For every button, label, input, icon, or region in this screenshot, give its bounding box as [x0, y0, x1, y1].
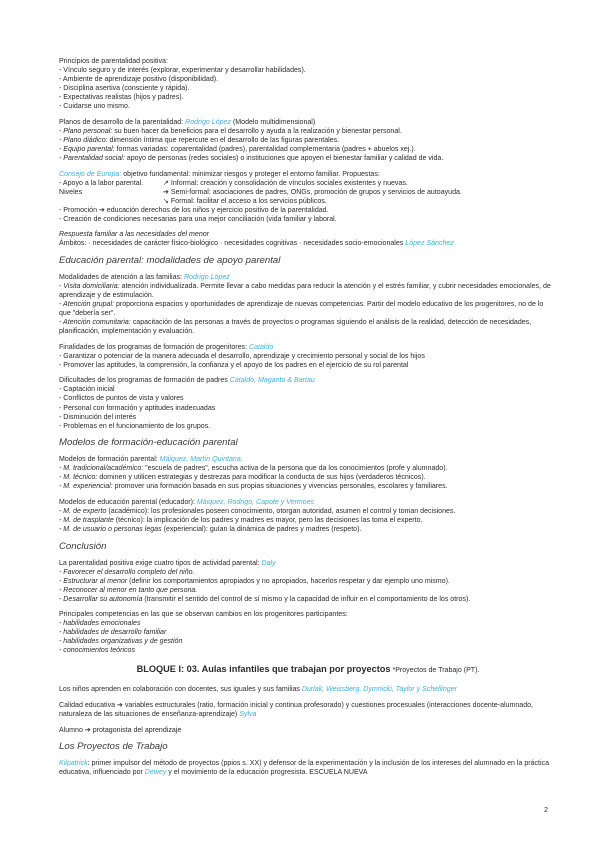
list-item	[59, 145, 557, 154]
competencias-title: Principales competencias en las que se observan cambios en los progenitores participantes:	[59, 611, 348, 619]
respuesta-ambitos	[59, 239, 557, 248]
term: - M. técnico:	[59, 474, 98, 482]
term: - Equipo parental:	[59, 145, 115, 153]
list-item	[59, 136, 557, 145]
educador-section	[59, 498, 557, 534]
list-item: - Ambiente de aprendizaje positivo (disponibilidad).	[59, 76, 219, 84]
nivel-semiformal: ➔ Semi-formal: asociaciones de padres, ONGs, promoción de grupos y servicios de autoayuda.	[163, 188, 462, 196]
competencias-section	[59, 610, 557, 655]
term: - Favorecer el desarrollo completo del niño.	[59, 568, 195, 576]
list-item	[59, 507, 557, 516]
finalidades-title-text: Finalidades de los programas de formación de progenitores:	[59, 343, 249, 351]
formacion-section	[59, 455, 557, 491]
definition: formas variadas: coparentalidad (padres), parentalidad complementaria (padres + abuelos xej.).	[114, 145, 416, 153]
list-item: - Conflictos de puntos de vista y valores	[59, 395, 184, 403]
conclusion-intro-text: La parentalidad positiva exige cuatro tipos de actividad parental:	[59, 559, 262, 567]
term: - M. tradicional/académico:	[59, 465, 144, 473]
finalidades-citation: Cataldo	[248, 343, 274, 351]
list-item: - Expectativas realistas (hijos y padres).	[59, 94, 184, 102]
list-item	[59, 516, 557, 525]
list-item	[59, 568, 557, 577]
section-heading: Conclusión	[59, 540, 107, 552]
kilpatrick-paragraph	[59, 759, 557, 777]
niveles-grid	[59, 179, 557, 206]
definition: promover una formación basada en sus propias situaciones y vivencias personales, escolares y familiares.	[112, 483, 448, 491]
kilpatrick-text-end: y el movimiento de la educación progresista. ESCUELA NUEVA	[166, 769, 368, 777]
term: - M. experiencial:	[59, 483, 113, 491]
kilpatrick-text: : primer impulsor del método de proyectos (ppios s. XX) y defensor de la experimentación y la inclusión de los intereses del alumnado en la práctica educativa, influenciado por	[59, 760, 550, 777]
nivel-formal: ↘ Formal: facilitar el acceso a los servicios públicos.	[163, 197, 327, 205]
list-item: - Cuidarse uno mismo.	[59, 103, 130, 111]
bloque-line-2	[59, 701, 557, 719]
educador-citation: Máiquez, Rodrigo, Capote y Vermoes	[196, 498, 315, 506]
modalidades-title	[59, 273, 557, 282]
modalidades-citation: Rodrigo López	[183, 273, 230, 281]
term: - Desarrollar su autonomía	[59, 595, 143, 603]
definition: "escuela de padres", escucha activa de la persona que da los conocimientos (profe y alumnado).	[143, 465, 448, 473]
term: - M. de trasplante	[59, 516, 114, 524]
bloque-line-2-text: Calidad educativa ➔ variables estructurales (ratio, formación inicial y continua profesorado) y cuestiones procesuales (interacciones docente-alumnado, naturaleza de las situaciones de enseñanza-aprendizaje)	[59, 702, 533, 719]
term: - M. de experto	[59, 507, 107, 515]
section-heading: Educación parental: modalidades de apoyo parental	[59, 254, 281, 266]
definition: dimensión íntima que repercute en el desarrollo de las figuras parentales.	[107, 136, 340, 144]
grid-spacer	[59, 197, 163, 206]
educador-title	[59, 498, 557, 507]
term: - Parentalidad social:	[59, 154, 125, 162]
principios-title: Principios de parentalidad positiva:	[59, 58, 168, 65]
finalidades-section	[59, 343, 557, 370]
formacion-title-text: Modelos de formación parental:	[59, 456, 160, 464]
list-item	[59, 586, 557, 595]
bloque-line-3: Alumno ➔ protagonista del aprendizaje	[59, 726, 182, 734]
definition: (académico): los profesionales poseen conocimiento, otorgan autoridad, asumen el control y toman decisiones.	[106, 507, 456, 515]
list-item: - Vínculo seguro y de interés (explorar, experimentar y desarrollar habilidades).	[59, 67, 306, 75]
section-heading: Los Proyectos de Trabajo	[59, 741, 168, 753]
list-item	[59, 282, 557, 300]
dewey-citation: Dewey	[144, 769, 167, 777]
definition: (transmitir el sentido del control de sí mismo y la capacidad de influir en el comportamiento de los otros).	[142, 595, 471, 603]
list-item	[59, 525, 557, 534]
list-item	[59, 482, 557, 491]
term: - Plano personal:	[59, 127, 113, 135]
list-item	[59, 577, 557, 586]
term: - Visita domiciliaria:	[59, 282, 120, 290]
apoyo-label: - Apoyo a la labor parental.	[59, 179, 144, 187]
kilpatrick-citation: Kilpatrick	[59, 760, 88, 768]
formacion-citation: Máiquez, Martín Quintana.	[159, 456, 243, 464]
modalidades-title-text: Modalidades de atención a las familias:	[59, 273, 184, 281]
europa-intro	[59, 170, 557, 179]
educador-title-text: Modelos de educación parental (educador):	[59, 498, 197, 506]
term: - Estructurar al menor	[59, 577, 128, 585]
list-item: - habilidades emocionales	[59, 620, 141, 628]
dificultades-title-text: Dificultades de los programas de formación de padres	[59, 377, 230, 385]
definition: (experiencial): guían la dinámica de padres y madres (respeto).	[161, 525, 362, 533]
list-item: - Promover las aptitudes, la comprensión, la confianza y el apoyo de los padres en el ejercicio de su rol parental	[59, 361, 409, 369]
dificultades-title	[59, 376, 557, 385]
definition: apoyo de personas (redes sociales) o instituciones que apoyen el bienestar familiar y calidad de vida.	[124, 154, 444, 162]
bloque-line-1-text: Los niños aprenden en colaboración con docentes, sus iguales y sus familias	[59, 686, 302, 694]
finalidades-title	[59, 343, 557, 352]
list-item: - Disciplina asertiva (consciente y rápida).	[59, 85, 190, 93]
europa-intro-text: objetivo fundamental: minimizar riesgos y proteger el entorno familiar. Propuestas:	[121, 170, 380, 178]
term: - M. de usuario o personas legas	[59, 525, 162, 533]
definition: dominen y utilicen estrategias y destrezas para modificar la conducta de sus hijos (verdaderos técnicos).	[97, 474, 426, 482]
list-item	[59, 318, 557, 336]
definition: capacitación de las personas a través de proyectos o programas siguiendo el análisis de la realidad, detección de necesidades, planificación, implementación y evaluación.	[59, 319, 532, 336]
term: - Atención comunitaria:	[59, 319, 131, 327]
dificultades-citation: Cataldo, Maganto & Bartau	[229, 377, 315, 385]
bloque-line-1	[59, 685, 557, 694]
nivel-informal: ↗ Informal: creación y consolidación de vínculos sociales existentes y nuevas.	[163, 179, 408, 187]
europa-citation: Consejo de Europa:	[59, 170, 122, 178]
bloque-title: BLOQUE I: 03. Aulas infantiles que trabajan por proyectos	[136, 664, 391, 675]
modalidades-section	[59, 273, 557, 336]
list-item: - conocimientos teóricos	[59, 647, 135, 655]
term: - Reconocer al menor en tanto que persona.	[59, 586, 198, 594]
list-item: - Disminución del interés	[59, 413, 137, 421]
planos-section	[59, 118, 557, 163]
europa-section	[59, 170, 557, 224]
section-heading: Modelos de formación-educación parental	[59, 437, 238, 449]
definition: atención individualizada. Permite llevar a cabo medidas para reducir la atención y el estrés familiar, y cubrir necesidades emocionales, de aprendizaje y de estimulación.	[59, 282, 551, 299]
bloque-line-1-citation: Durlak, Weissberg, Dymnicki, Taylor y Schellinger	[301, 686, 457, 694]
conclusion-intro	[59, 559, 557, 568]
dificultades-section	[59, 376, 557, 430]
list-item: - Promoción ➔ educación derechos de los niños y ejercicio positivo de la parentalidad.	[59, 206, 329, 214]
list-item	[59, 127, 557, 136]
list-item: - Garantizar o potenciar de la manera adecuada el desarrollo, aprendizaje y crecimiento personal y social de los hijos	[59, 352, 425, 360]
list-item: - habilidades organizativas y de gestión	[59, 638, 183, 646]
term: - Atención grupal:	[59, 301, 114, 309]
bloque-subtitle: *Proyectos de Trabajo (PT).	[390, 667, 480, 675]
list-item	[59, 464, 557, 473]
list-item: - Captación inicial	[59, 386, 115, 394]
formacion-title	[59, 455, 557, 464]
bloque-line-2-citation: Sylva	[239, 711, 257, 719]
list-item	[59, 154, 557, 163]
page-content	[59, 57, 557, 784]
respuesta-section	[59, 230, 557, 248]
list-item: - Personal con formación y aptitudes inadecuadas	[59, 404, 216, 412]
definition: (técnico): la implicación de los padres y madres es mayor, pero las decisiones las toma el experto.	[113, 516, 423, 524]
conclusion-section	[59, 559, 557, 604]
planos-title	[59, 118, 557, 127]
list-item	[59, 300, 557, 318]
niveles-label: Niveles	[59, 188, 83, 196]
conclusion-citation: Daly	[261, 559, 276, 567]
list-item	[59, 473, 557, 482]
term: - Plano diádico:	[59, 136, 108, 144]
list-item: - Problemas en el funcionamiento de los grupos.	[59, 422, 211, 430]
principios-section	[59, 57, 557, 111]
ambitos-text: Ámbitos: · necesidades de carácter físico-biológico · necesidades cognitivas · necesidades socio-emocionales	[59, 240, 404, 248]
definition: (definir los comportamientos apropiados y no apropiados, hacerlos respetar y dar ejemplo uno mismo).	[127, 577, 450, 585]
list-item: - Creación de condiciones necesarias para una mejor conciliación (vida familiar y laboral.	[59, 215, 337, 223]
page-number: 2	[544, 805, 548, 814]
planos-citation: Rodrigo López	[185, 118, 231, 126]
respuesta-citation: López Sánchez	[405, 240, 454, 248]
planos-title-text: Planos de desarrollo de la parentalidad:	[59, 118, 186, 126]
bloque-heading	[59, 663, 557, 677]
planos-title-suffix: (Modelo multidimensional)	[231, 118, 316, 126]
list-item: - habilidades de desarrollo familiar	[59, 629, 167, 637]
list-item	[59, 595, 557, 604]
definition: proporciona espacios y oportunidades de aprendizaje de nuevas competencias. Partir del modelo educativo de los progenitores, no de lo que "debería ser".	[59, 301, 544, 318]
definition: su buen hacer da beneficios para el desarrollo y ayuda a la realización y bienestar personal.	[112, 127, 402, 135]
respuesta-title: Respuesta familiar a las necesidades del menor	[59, 231, 210, 239]
